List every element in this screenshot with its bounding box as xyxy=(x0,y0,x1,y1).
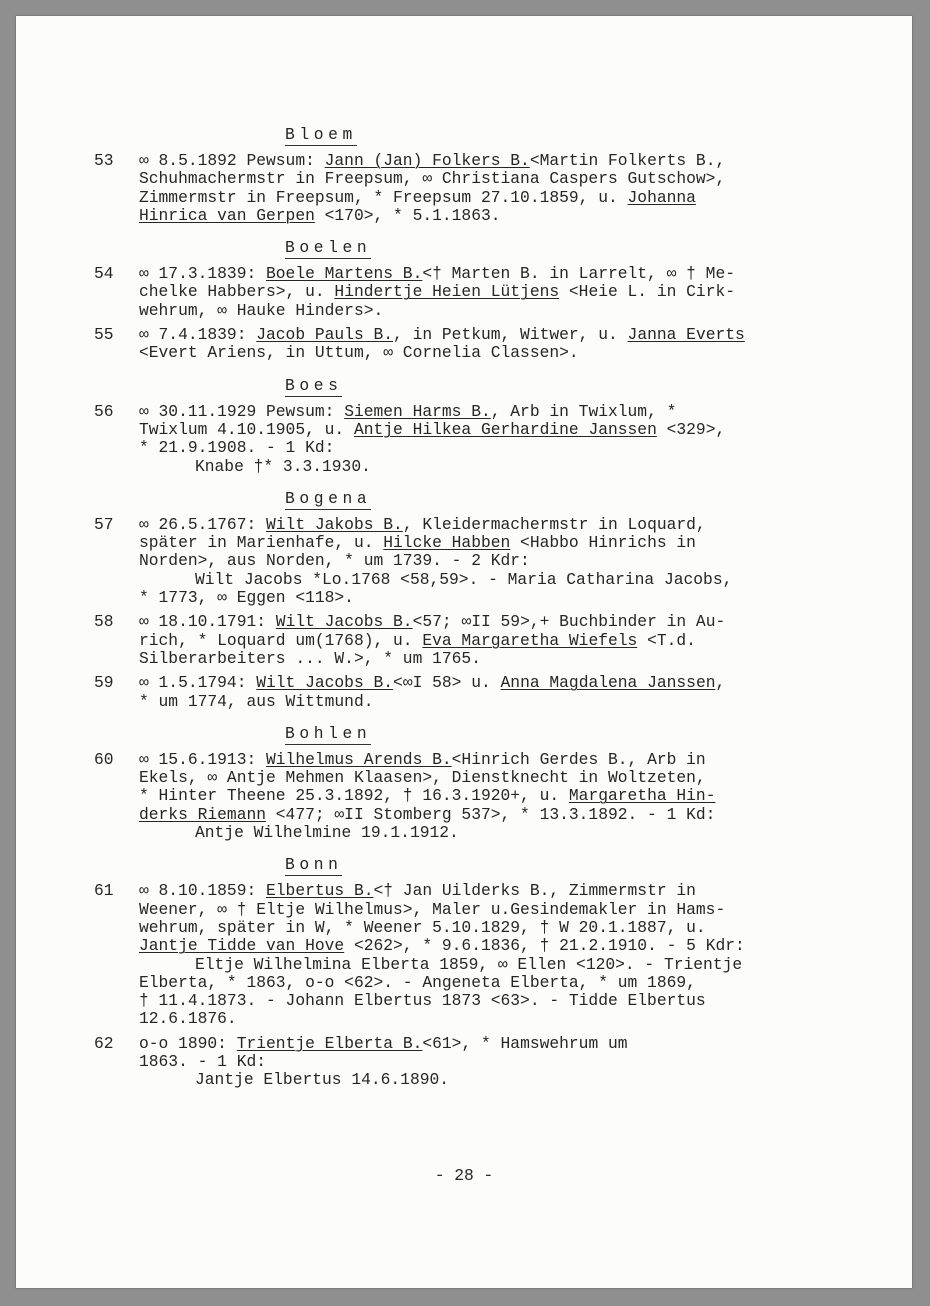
person-name: Jann (Jan) Folkers B. xyxy=(324,151,530,170)
person-name: Siemen Harms B. xyxy=(344,401,491,421)
entry xyxy=(94,403,854,476)
entry xyxy=(94,516,854,607)
section-heading xyxy=(285,725,854,743)
entry-number: 53 xyxy=(94,151,114,170)
entry-line xyxy=(139,901,854,919)
section-heading xyxy=(285,239,854,257)
entry-text xyxy=(139,751,854,842)
entry-line xyxy=(139,207,854,225)
entry-line xyxy=(139,302,854,320)
entry-line xyxy=(139,516,854,534)
text-run: ∞ 8.5.1892 Pewsum: xyxy=(139,151,325,170)
entry-line xyxy=(139,458,854,476)
text-run: Elberta, * 1863, o-o <62>. - Angeneta Elberta, * um 1869, xyxy=(139,972,696,992)
person-name: Janna Everts xyxy=(627,325,745,345)
entry-number: 58 xyxy=(94,612,114,632)
text-run: Antje Wilhelmine 19.1.1912. xyxy=(195,823,459,843)
text-run: , in Petkum, Witwer, u. xyxy=(393,325,628,345)
text-run: <262>, * 9.6.1836, † 21.2.1910. - 5 Kdr: xyxy=(344,936,745,956)
entry-line xyxy=(139,344,854,362)
entry xyxy=(94,152,854,225)
entry-number: 59 xyxy=(94,673,114,693)
entry-line xyxy=(139,693,854,711)
entry-line xyxy=(139,650,854,668)
entry xyxy=(94,326,854,363)
entry-line xyxy=(139,265,854,283)
text-run: ∞ 26.5.1767: xyxy=(139,514,267,534)
text-run: Eltje Wilhelmina Elberta 1859, ∞ Ellen <120>. - Trientje xyxy=(195,954,743,974)
document-page xyxy=(16,16,912,1288)
entry-text xyxy=(139,326,854,363)
person-name: Jacob Pauls B. xyxy=(256,325,394,345)
section-heading xyxy=(285,377,854,395)
entry-number: 56 xyxy=(94,401,114,421)
text-run: * um 1774, aus Wittmund. xyxy=(139,691,374,711)
entry-number: 61 xyxy=(94,881,114,901)
entry-line xyxy=(139,1071,854,1089)
entry-line xyxy=(139,439,854,457)
entry-line xyxy=(139,403,854,421)
entry-text xyxy=(139,265,854,320)
person-name: Hinrica van Gerpen xyxy=(139,205,315,225)
text-run: <Martin Folkerts B., xyxy=(529,151,726,170)
text-run: Weener, ∞ † Eltje Wilhelmus>, Maler u.Gesindemakler in Hams- xyxy=(139,899,726,919)
entry xyxy=(94,751,854,842)
text-run: o-o 1890: xyxy=(139,1033,237,1053)
entry xyxy=(94,613,854,668)
entry-number: 57 xyxy=(94,514,114,534)
person-name: Wilhelmus Arends B. xyxy=(266,749,452,769)
section-heading-text: Bohlen xyxy=(285,723,372,743)
person-name: Wilt Jacobs B. xyxy=(256,673,394,693)
text-run: wehrum, ∞ Hauke Hinders>. xyxy=(139,300,384,320)
entry-line xyxy=(139,552,854,570)
section-heading-text: Bonn xyxy=(285,855,343,875)
person-name: Wilt Jakobs B. xyxy=(266,514,403,534)
text-run: wehrum, später in W, * Weener 5.10.1829, † W 20.1.1887, u. xyxy=(139,917,706,937)
text-run: <Hinrich Gerdes B., Arb in xyxy=(451,749,706,769)
person-name: derks Riemann xyxy=(139,804,267,824)
entry-line xyxy=(139,992,854,1010)
entry-line xyxy=(139,534,854,552)
entry-text xyxy=(139,882,854,1028)
entry-line xyxy=(139,613,854,631)
entry-line xyxy=(139,674,854,692)
person-name: Jantje Tidde van Hove xyxy=(139,936,345,956)
text-run: später in Marienhafe, u. xyxy=(139,533,384,553)
text-run: <† Jan Uilderks B., Zimmermstr in xyxy=(373,881,696,901)
text-run: <170>, * 5.1.1863. xyxy=(314,205,501,225)
text-run: ∞ 15.6.1913: xyxy=(139,749,267,769)
entry-line xyxy=(139,974,854,992)
entry-line xyxy=(139,806,854,824)
text-run: Jantje Elbertus 14.6.1890. xyxy=(195,1070,450,1090)
text-run: <Evert Ariens, in Uttum, ∞ Cornelia Classen>. xyxy=(139,343,579,363)
text-run: Knabe †* 3.3.1930. xyxy=(195,456,371,476)
text-run: 12.6.1876. xyxy=(139,1009,237,1029)
entry xyxy=(94,882,854,1028)
text-run: * Hinter Theene 25.3.1892, † 16.3.1920+, u. xyxy=(139,786,569,806)
text-run: Wilt Jacobs *Lo.1768 <58,59>. - Maria Catharina Jacobs, xyxy=(195,569,733,589)
text-run: ∞ 7.4.1839: xyxy=(139,325,257,345)
text-run: Schuhmachermstr in Freepsum, ∞ Christiana Caspers Gutschow>, xyxy=(139,169,726,189)
text-run: ∞ 8.10.1859: xyxy=(139,881,267,901)
entry-line xyxy=(139,1010,854,1028)
text-run: Twixlum 4.10.1905, u. xyxy=(139,419,354,439)
entry-line xyxy=(139,919,854,937)
text-run: * 1773, ∞ Eggen <118>. xyxy=(139,588,354,608)
text-run: ∞ 17.3.1839: xyxy=(139,264,267,284)
entry xyxy=(94,1035,854,1090)
text-run: Silberarbeiters ... W.>, * um 1765. xyxy=(139,648,481,668)
entry-line xyxy=(139,326,854,344)
entry-line xyxy=(139,1053,854,1071)
text-run: <61>, * Hamswehrum um xyxy=(422,1033,628,1053)
text-run: <Habbo Hinrichs in xyxy=(510,533,696,553)
entry-line xyxy=(139,152,854,170)
entry-line xyxy=(139,956,854,974)
entry-text xyxy=(139,1035,854,1090)
entry xyxy=(94,674,854,711)
entry-text xyxy=(139,674,854,711)
person-name: Antje Hilkea Gerhardine Janssen xyxy=(353,419,657,439)
text-run: 1863. - 1 Kd: xyxy=(139,1051,267,1071)
entry-line xyxy=(139,632,854,650)
entry-line xyxy=(139,751,854,769)
text-run: <329>, xyxy=(656,419,726,439)
genealogy-entries xyxy=(94,126,854,1096)
section-heading xyxy=(285,490,854,508)
person-name: Wilt Jacobs B. xyxy=(275,612,413,632)
entry-text xyxy=(139,516,854,607)
entry-line xyxy=(139,937,854,955)
text-run: * 21.9.1908. - 1 Kd: xyxy=(139,438,335,458)
text-run: Zimmermstr in Freepsum, * Freepsum 27.10.1859, u. xyxy=(139,187,628,207)
text-run: <T.d. xyxy=(637,630,696,650)
text-run: ∞ 18.10.1791: xyxy=(139,612,276,632)
text-run: , Kleidermachermstr in Loquard, xyxy=(402,514,706,534)
person-name: Anna Magdalena Janssen xyxy=(500,673,716,693)
entry-number: 55 xyxy=(94,325,114,345)
text-run: ∞ 30.11.1929 Pewsum: xyxy=(139,401,345,421)
text-run: <Heie L. in Cirk- xyxy=(559,282,736,302)
page-number: - 28 - xyxy=(434,1166,494,1185)
text-run: <† Marten B. in Larrelt, ∞ † Me- xyxy=(422,264,735,284)
text-run: , xyxy=(715,673,726,693)
entry-line xyxy=(139,589,854,607)
text-run: rich, * Loquard um(1768), u. xyxy=(139,630,423,650)
person-name: Margaretha Hin- xyxy=(568,786,716,806)
entry-text xyxy=(139,152,854,225)
section-heading xyxy=(285,856,854,874)
section-heading-text: Boes xyxy=(285,375,343,395)
section-heading xyxy=(285,126,854,144)
entry-line xyxy=(139,1035,854,1053)
section-heading-text: Boelen xyxy=(285,238,372,258)
entry-text xyxy=(139,613,854,668)
text-run: <57; ∞II 59>,+ Buchbinder in Au- xyxy=(412,612,726,632)
text-run: <477; ∞II Stomberg 537>, * 13.3.1892. - 1 Kd: xyxy=(266,804,716,824)
text-run: <∞I 58> u. xyxy=(393,673,501,693)
person-name: Hilcke Habben xyxy=(383,533,511,553)
entry-line xyxy=(139,170,854,188)
person-name: Boele Martens B. xyxy=(266,264,423,284)
entry-line xyxy=(139,769,854,787)
entry-line xyxy=(139,283,854,301)
entry-number: 62 xyxy=(94,1033,114,1053)
entry-text xyxy=(139,403,854,476)
person-name: Hindertje Heien Lütjens xyxy=(334,282,560,302)
text-run: Ekels, ∞ Antje Mehmen Klaasen>, Dienstknecht in Woltzeten, xyxy=(139,768,706,788)
text-run: chelke Habbers>, u. xyxy=(139,282,335,302)
section-heading-text: Bloem xyxy=(285,125,357,144)
entry-line xyxy=(139,824,854,842)
entry-number: 60 xyxy=(94,749,114,769)
entry-line xyxy=(139,882,854,900)
entry-line xyxy=(139,421,854,439)
entry-line xyxy=(139,571,854,589)
text-run: Norden>, aus Norden, * um 1739. - 2 Kdr: xyxy=(139,551,530,571)
entry-line xyxy=(139,189,854,207)
text-run: † 11.4.1873. - Johann Elbertus 1873 <63>. - Tidde Elbertus xyxy=(139,991,706,1011)
entry-line xyxy=(139,787,854,805)
section-heading-text: Bogena xyxy=(285,488,372,508)
entry xyxy=(94,265,854,320)
text-run: , Arb in Twixlum, * xyxy=(490,401,677,421)
person-name: Eva Margaretha Wiefels xyxy=(422,630,638,650)
person-name: Johanna xyxy=(627,187,696,207)
entry-number: 54 xyxy=(94,264,114,284)
person-name: Elbertus B. xyxy=(266,881,374,901)
person-name: Trientje Elberta B. xyxy=(236,1033,423,1053)
text-run: ∞ 1.5.1794: xyxy=(139,673,257,693)
